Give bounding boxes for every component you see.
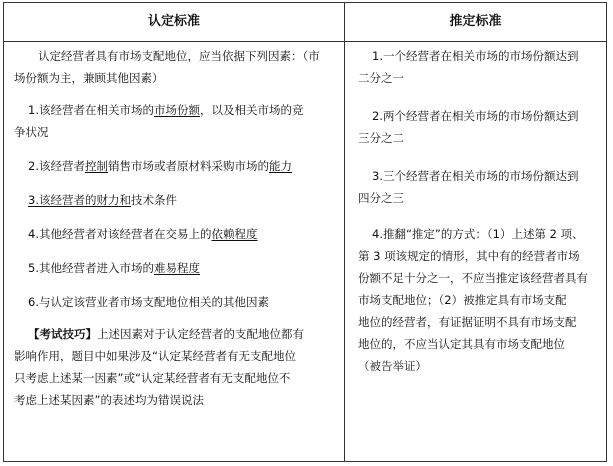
presumption-1-line-a: 1.一个经营者在相关市场的市场份额达到	[372, 49, 579, 63]
factor-item-5	[14, 257, 338, 279]
factor-2-text: 2.该经营者	[28, 159, 85, 173]
presumption-4-line-1: 4.推翻“推定”的方式：（1）上述第 2 项、	[372, 227, 584, 241]
column-divider	[344, 3, 345, 461]
presumption-3-line-b: 四分之三	[358, 191, 404, 205]
presumption-2-line-a: 2.两个经营者在相关市场的市场份额达到	[372, 109, 579, 123]
standards-table	[3, 2, 607, 462]
presumption-1-line-b: 二分之一	[358, 71, 404, 85]
presumption-2-line-b: 三分之二	[358, 131, 404, 145]
factor-item-2	[14, 155, 338, 177]
presumption-item-4	[358, 223, 598, 377]
presumption-3-line-a: 3.三个经营者在相关市场的市场份额达到	[372, 169, 579, 183]
factor-6-text: 6.与认定该营业者市场支配地位相关的其他因素	[28, 295, 269, 309]
exam-tip-line-2: 影响作用，题目中如果涉及“认定某经营者有无支配地位	[14, 349, 296, 363]
presumption-4-line-4: 市场支配地位；（2）被推定具有市场支配	[358, 293, 567, 307]
presumption-item-1	[358, 45, 598, 89]
presumption-4-line-6: 地位的，不应当认定其具有市场支配地位	[358, 337, 565, 351]
exam-tip-line-3: 只考虑上述某一因素”或“认定某经营者有无支配地位不	[14, 371, 291, 385]
factor-2-underline-ability: 能力	[268, 159, 292, 173]
factor-1-underline: 市场份额	[153, 103, 200, 117]
presumption-item-3	[358, 165, 598, 209]
presumption-4-line-7: （被告举证）	[358, 359, 427, 373]
factor-4-text: 4.其他经营者对该经营者在交易上的	[28, 227, 212, 241]
factor-2-text-b: 销售市场或者原材料采购市场的	[107, 159, 269, 173]
factor-1-text: 1.该经营者在相关市场的	[28, 103, 154, 117]
factor-1-text-b: ，以及相关市场的竞	[199, 103, 304, 117]
presumption-4-line-3: 份额不足十分之一，不应当推定该经营者具有	[358, 271, 588, 285]
presumption-standard-cell	[358, 45, 598, 377]
exam-tip-line-4: 考虑上述某因素”的表述均为错误说法	[14, 393, 204, 407]
exam-tip	[14, 323, 338, 411]
factor-3-text: 技术条件	[130, 193, 177, 207]
presumption-4-line-2: 第 3 项该规定的情形，其中有的经营者市场	[358, 249, 580, 263]
factor-item-6	[14, 291, 338, 313]
presumption-item-2	[358, 105, 598, 149]
factor-3-underline: 3.该经营者的财力和	[28, 193, 131, 207]
factor-item-3	[14, 189, 338, 211]
factor-1-text-c: 争状况	[14, 125, 49, 139]
factor-2-underline-control: 控制	[84, 159, 108, 173]
header-recognition-standard: 认定标准	[147, 14, 200, 29]
exam-tip-line-1: 上述因素对于认定经营者的支配地位都有	[97, 327, 304, 341]
exam-tip-label: 【考试技巧】	[28, 327, 97, 341]
factor-item-1	[14, 99, 338, 143]
header-divider	[4, 41, 606, 42]
factor-4-underline: 依赖程度	[211, 227, 258, 241]
intro-line-2: 场份额为主，兼顾其他因素）	[14, 71, 164, 85]
factor-item-4	[14, 223, 338, 245]
intro-paragraph	[14, 45, 338, 89]
factor-5-text: 5.其他经营者进入市场的	[28, 261, 154, 275]
header-presumption-standard: 推定标准	[449, 14, 502, 29]
intro-line-1: 认定经营者具有市场支配地位，应当依据下列因素：（市	[38, 49, 320, 63]
presumption-4-line-5: 地位的经营者，有证据证明不具有市场支配	[358, 315, 577, 329]
recognition-standard-cell	[14, 45, 338, 411]
factor-5-underline: 难易程度	[153, 261, 200, 275]
